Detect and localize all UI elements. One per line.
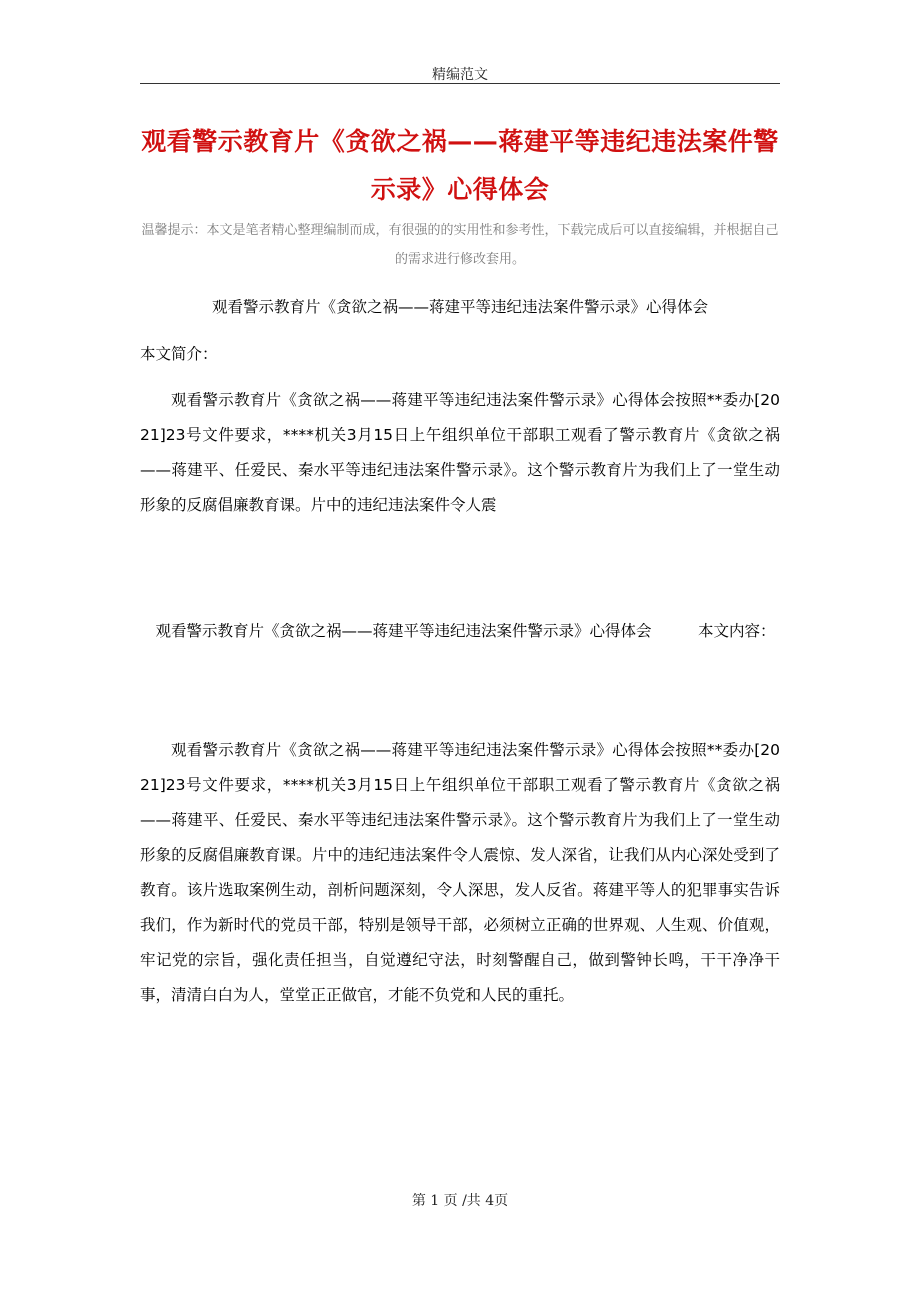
intro-title: 观看警示教育片《贪欲之祸——蒋建平等违纪违法案件警示录》心得体会 — [211, 298, 708, 316]
content-heading — [140, 614, 780, 649]
document-title: 观看警示教育片《贪欲之祸——蒋建平等违纪违法案件警示录》心得体会 — [141, 127, 779, 204]
header-divider — [140, 83, 780, 84]
header-label: 精编范文 — [432, 67, 488, 83]
content-paragraph: 观看警示教育片《贪欲之祸——蒋建平等违纪违法案件警示录》心得体会按照**委办[2021]23号文件要求，****机关3月15日上午组织单位干部职工观看了警示教育片《贪欲之祸——蒋建平、任爱民、秦水平等违纪违法案件警示录》。这个警示教育片为我们上了一堂生动形象的反腐倡廉教育课。片中的违纪违法案件令人震惊、发人深省，让我们从内心深处受到了教育。该片选取案例生动，剖析问题深刻，令人深思，发人反省。蒋建平等人的犯罪事实告诉我们，作为新时代的党员干部，特别是领导干部，必须树立正确的世界观、人生观、价值观，牢记党的宗旨，强化责任担当，自觉遵纪守法，时刻警醒自己，做到警钟长鸣，干干净净干事，清清白白为人，堂堂正正做官，才能不负党和人民的重托。 — [140, 741, 780, 1004]
summary-label: 本文简介： — [140, 345, 218, 363]
content-heading-title: 观看警示教育片《贪欲之祸——蒋建平等违纪违法案件警示录》心得体会 — [155, 622, 652, 640]
reminder-tip: 温馨提示：本文是笔者精心整理编制而成，有很强的的实用性和参考性，下载完成后可以直接编辑，并根据自己的需求进行修改套用。 — [141, 223, 779, 267]
summary-paragraph: 观看警示教育片《贪欲之祸——蒋建平等违纪违法案件警示录》心得体会按照**委办[2021]23号文件要求，****机关3月15日上午组织单位干部职工观看了警示教育片《贪欲之祸——蒋建平、任爱民、秦水平等违纪违法案件警示录》。这个警示教育片为我们上了一堂生动形象的反腐倡廉教育课。片中的违纪违法案件令人震 — [140, 391, 780, 514]
content-label: 本文内容： — [698, 622, 776, 640]
page-footer: 第 1 页 /共 4页 — [411, 1193, 509, 1209]
